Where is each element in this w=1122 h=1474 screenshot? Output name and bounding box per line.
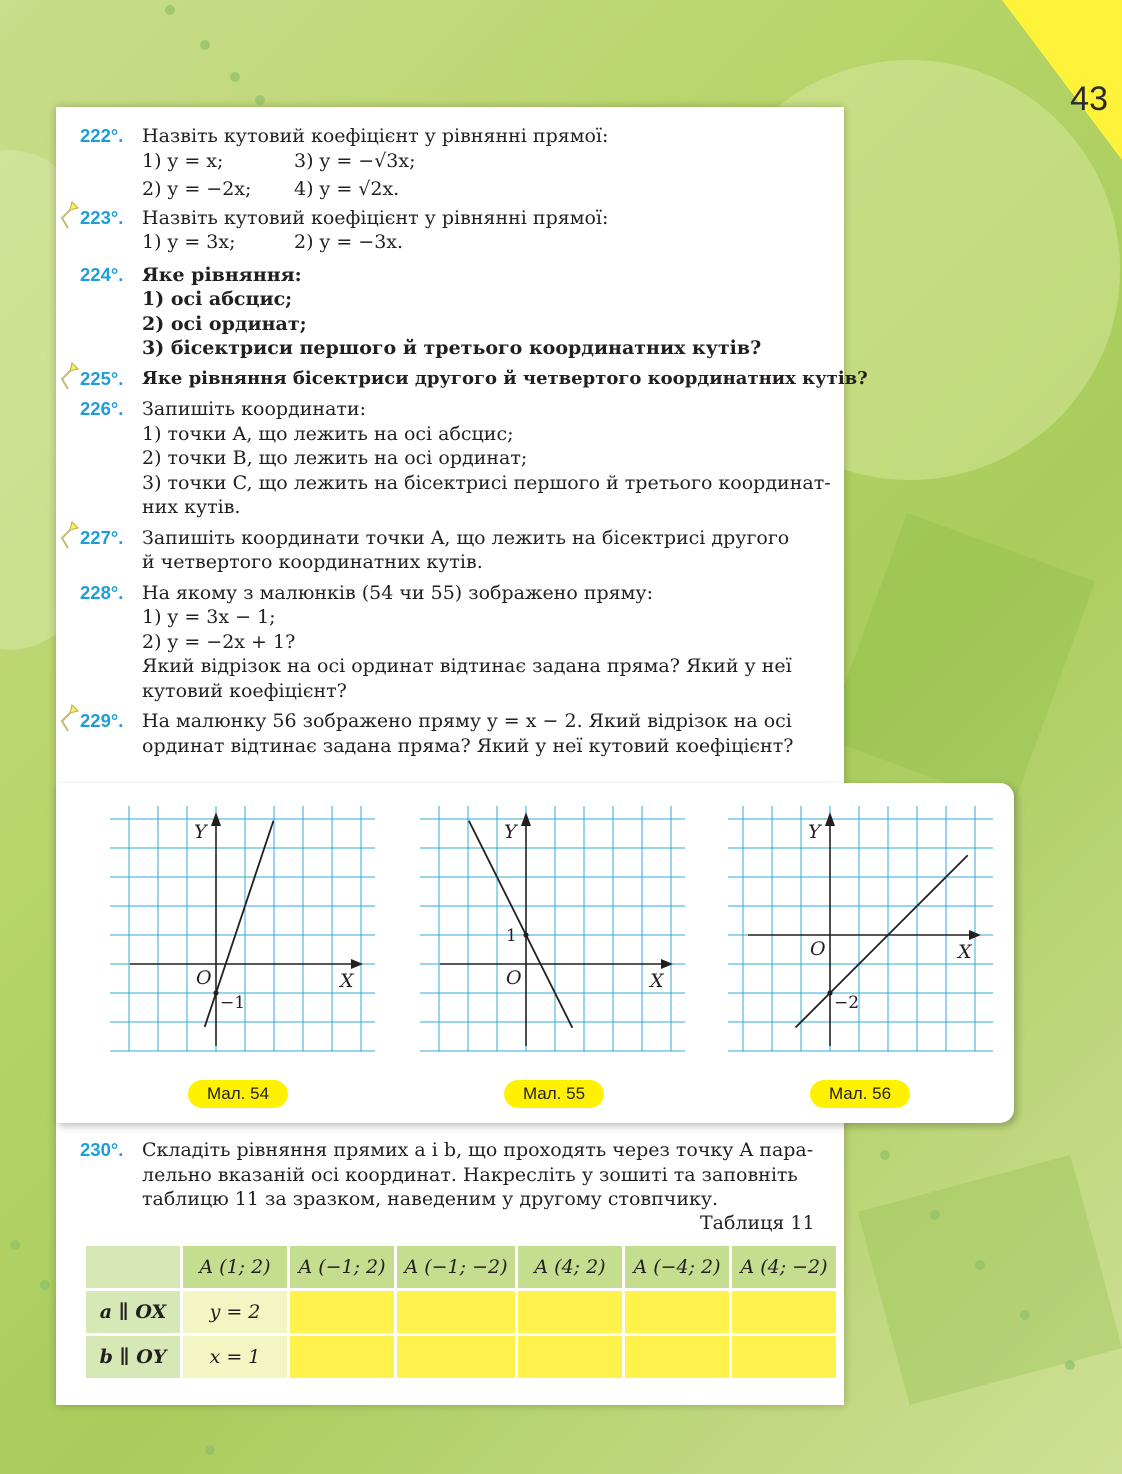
figure-caption: Мал. 56: [810, 1080, 910, 1108]
lamp-icon: [58, 200, 80, 230]
task-text: Яке рівняння бісектриси другого й четвертого координатних кутів?: [142, 367, 868, 389]
task-text: На малюнку 56 зображено пряму y = x − 2. Який відрізок на осі: [142, 710, 792, 732]
table-header-row: [86, 1246, 836, 1288]
task-text: й четвертого координатних кутів.: [142, 551, 483, 573]
table-header-cell: A (1; 2): [183, 1246, 287, 1288]
bg-dot: [200, 40, 210, 50]
figure-56: [728, 806, 998, 1056]
task-item: 1) точки A, що лежить на осі абсцис;: [142, 422, 514, 445]
x-axis-label: X: [340, 970, 354, 992]
table-empty-cell: [290, 1336, 394, 1378]
table-empty-cell: [290, 1291, 394, 1333]
table-empty-cell: [732, 1336, 836, 1378]
lamp-icon: [58, 361, 80, 391]
page-number: 43: [1070, 80, 1108, 118]
task-number: 227°.: [80, 526, 124, 548]
y-axis-label: Y: [504, 821, 517, 843]
task-225: [80, 367, 868, 392]
task-text: лельно вказаній осі координат. Накресліть у зошиті та заповніть: [142, 1163, 798, 1186]
task-number: 226°.: [80, 398, 124, 419]
task-number: 230°.: [80, 1139, 124, 1160]
task-text: таблицю 11 за зразком, наведеним у другому стовпчику.: [142, 1188, 719, 1210]
task-text: Який відрізок на осі ординат відтинає задана пряма? Який у неї: [142, 655, 792, 677]
table-corner-cell: [86, 1246, 180, 1288]
table-empty-cell: [625, 1336, 729, 1378]
table-empty-cell: [518, 1336, 622, 1378]
task-item: 4) y = √2x.: [294, 178, 400, 200]
task-number: 224°.: [80, 263, 124, 285]
exercises-bottom: [80, 1138, 825, 1216]
table-empty-cell: [518, 1291, 622, 1333]
bg-dot: [1020, 1310, 1030, 1320]
intercept-point: [213, 990, 218, 995]
task-number: 228°.: [80, 581, 124, 603]
task-number: 229°.: [80, 710, 124, 731]
figure-caption: Мал. 54: [188, 1080, 288, 1108]
bg-shape: [825, 513, 1095, 807]
table-empty-cell: [732, 1291, 836, 1333]
table-example-cell: y = 2: [183, 1291, 287, 1333]
task-text: На якому з малюнків (54 чи 55) зображено пряму:: [142, 581, 653, 604]
task-item: них кутів.: [142, 496, 241, 518]
task-228: [80, 581, 825, 704]
intercept-label: −1: [220, 993, 246, 1013]
task-number: 225°.: [80, 367, 124, 389]
exercises: [80, 124, 868, 762]
table-11: [83, 1243, 839, 1381]
bg-dot: [1065, 1360, 1075, 1370]
y-axis-label: Y: [194, 821, 207, 843]
bg-dot: [205, 1445, 215, 1455]
bg-dot: [880, 1150, 890, 1160]
task-item: 2) точки B, що лежить на осі ординат;: [142, 447, 528, 469]
task-item: 2) y = −3x.: [294, 231, 404, 253]
task-item: 1) y = 3x;: [142, 231, 236, 253]
task-item: 3) y = −√3x;: [294, 149, 416, 172]
intercept-label: −2: [834, 993, 860, 1013]
table-empty-cell: [397, 1336, 515, 1378]
task-text: Яке рівняння:: [142, 263, 302, 286]
task-number: 222°.: [80, 125, 124, 146]
origin-label: O: [196, 967, 212, 989]
task-text: Запишіть координати точки A, що лежить на бісектрисі другого: [142, 526, 790, 549]
table-empty-cell: [397, 1291, 515, 1333]
bg-dot: [975, 1260, 985, 1270]
x-axis-label: X: [650, 970, 664, 992]
bg-shape: [858, 1155, 1122, 1405]
table-row: [86, 1291, 836, 1333]
task-number: 223°.: [80, 206, 124, 228]
task-226: [80, 397, 831, 520]
intercept-point: [827, 990, 832, 995]
y-axis-label: Y: [808, 821, 821, 843]
table-header-cell: A (−1; 2): [290, 1246, 394, 1288]
task-item: 2) y = −2x;: [142, 178, 252, 200]
task-227: [80, 526, 825, 575]
figure-caption: Мал. 55: [504, 1080, 604, 1108]
table-header-cell: A (−4; 2): [625, 1246, 729, 1288]
table-header-cell: A (−1; −2): [397, 1246, 515, 1288]
table-row-label: b ∥ OY: [86, 1336, 180, 1378]
bg-dot: [40, 1280, 50, 1290]
bg-dot: [230, 72, 240, 82]
task-229: [80, 709, 825, 758]
table-empty-cell: [625, 1291, 729, 1333]
intercept-point: [523, 932, 528, 937]
x-axis-label: X: [958, 941, 972, 963]
bg-dot: [165, 5, 175, 15]
bg-dot: [255, 95, 265, 105]
task-item: 3) бісектриси першого й третього координатних кутів?: [142, 337, 762, 359]
task-text: Назвіть кутовий коефіцієнт у рівнянні прямої:: [142, 125, 609, 147]
task-text: Складіть рівняння прямих a і b, що проходять через точку A пара-: [142, 1139, 814, 1161]
task-text: Назвіть кутовий коефіцієнт у рівнянні прямої:: [142, 206, 609, 229]
table-header-cell: A (4; −2): [732, 1246, 836, 1288]
task-item: 2) осі ординат;: [142, 312, 307, 335]
lamp-icon: [58, 520, 80, 550]
table-title: Таблиця 11: [700, 1212, 815, 1234]
task-text: ординат відтинає задана пряма? Який у неї кутовий коефіцієнт?: [142, 734, 794, 757]
origin-label: O: [810, 938, 826, 960]
bg-dot: [930, 1210, 940, 1220]
task-230: [80, 1138, 825, 1212]
task-224: [80, 263, 825, 361]
table-row: [86, 1336, 836, 1378]
origin-label: O: [506, 967, 522, 989]
task-223: [80, 206, 825, 255]
table-example-cell: x = 1: [183, 1336, 287, 1378]
function-line: [469, 821, 573, 1028]
task-222: [80, 124, 825, 202]
task-item: 3) точки C, що лежить на бісектрисі першого й третього координат-: [142, 471, 831, 494]
figure-55: [420, 806, 690, 1056]
task-item: 1) осі абсцис;: [142, 288, 293, 310]
table-header-cell: A (4; 2): [518, 1246, 622, 1288]
table-row-label: a ∥ OX: [86, 1291, 180, 1333]
task-item: 1) y = 3x − 1;: [142, 606, 276, 628]
bg-dot: [10, 1240, 20, 1250]
task-item: 2) y = −2x + 1?: [142, 630, 296, 653]
task-text: кутовий коефіцієнт?: [142, 679, 347, 702]
task-item: 1) y = x;: [142, 149, 224, 172]
task-text: Запишіть координати:: [142, 398, 366, 420]
lamp-icon: [58, 703, 80, 733]
figure-54: [110, 806, 380, 1056]
intercept-label: 1: [506, 926, 517, 946]
